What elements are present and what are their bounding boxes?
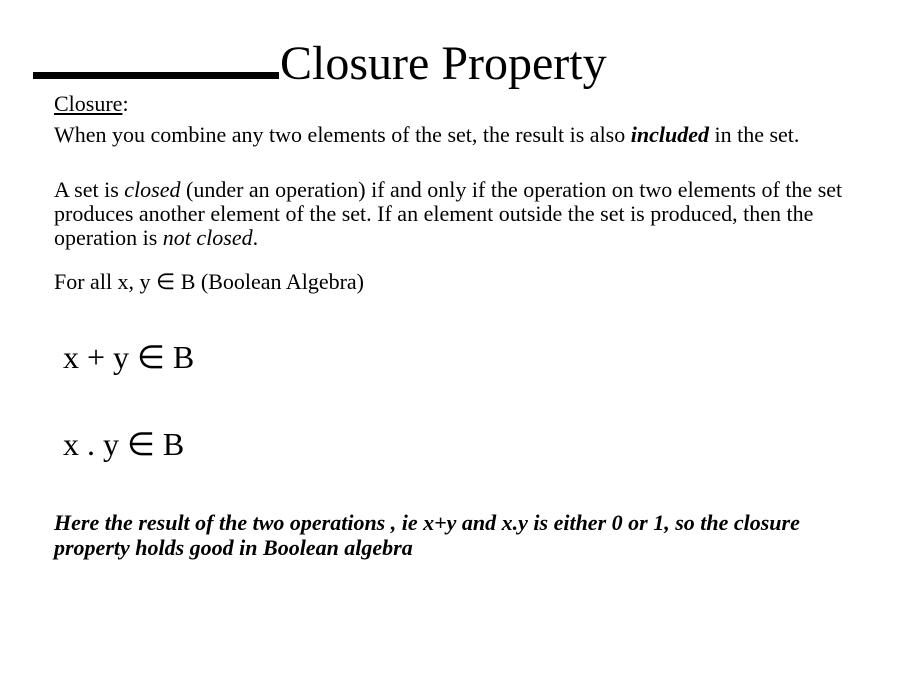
closed-definition: [54, 178, 844, 250]
title-rule: [33, 72, 279, 79]
closed-text-2: (under an operation) if and only if the operation on two elements of the set produces another element of the set. If an element outside the set is produced, then the operation is: [54, 177, 843, 250]
closure-and-expression: x . y ∈ B: [63, 426, 185, 462]
closure-definition: [54, 123, 854, 147]
def-text-2: in the set.: [708, 122, 800, 147]
closed-text-3: .: [252, 225, 259, 250]
not-closed-emphasis: not closed: [162, 225, 253, 250]
slide-title: Closure Property: [280, 37, 607, 90]
def-text-1: When you combine any two elements of the set, the result is also: [54, 122, 631, 147]
closure-heading: [54, 92, 854, 116]
closure-heading-label: Closure: [54, 91, 123, 116]
closure-heading-colon: :: [122, 91, 129, 116]
def-emphasis: included: [630, 122, 709, 147]
closed-text-1: A set is: [54, 177, 125, 202]
closed-emphasis: closed: [124, 177, 181, 202]
closure-or-expression: x + y ∈ B: [63, 339, 195, 375]
conclusion-note: Here the result of the two operations , ie x+y and x.y is either 0 or 1, so the closure property holds good in Boolean algebra: [54, 510, 800, 560]
forall-statement: For all x, y ∈ B (Boolean Algebra): [54, 269, 364, 294]
